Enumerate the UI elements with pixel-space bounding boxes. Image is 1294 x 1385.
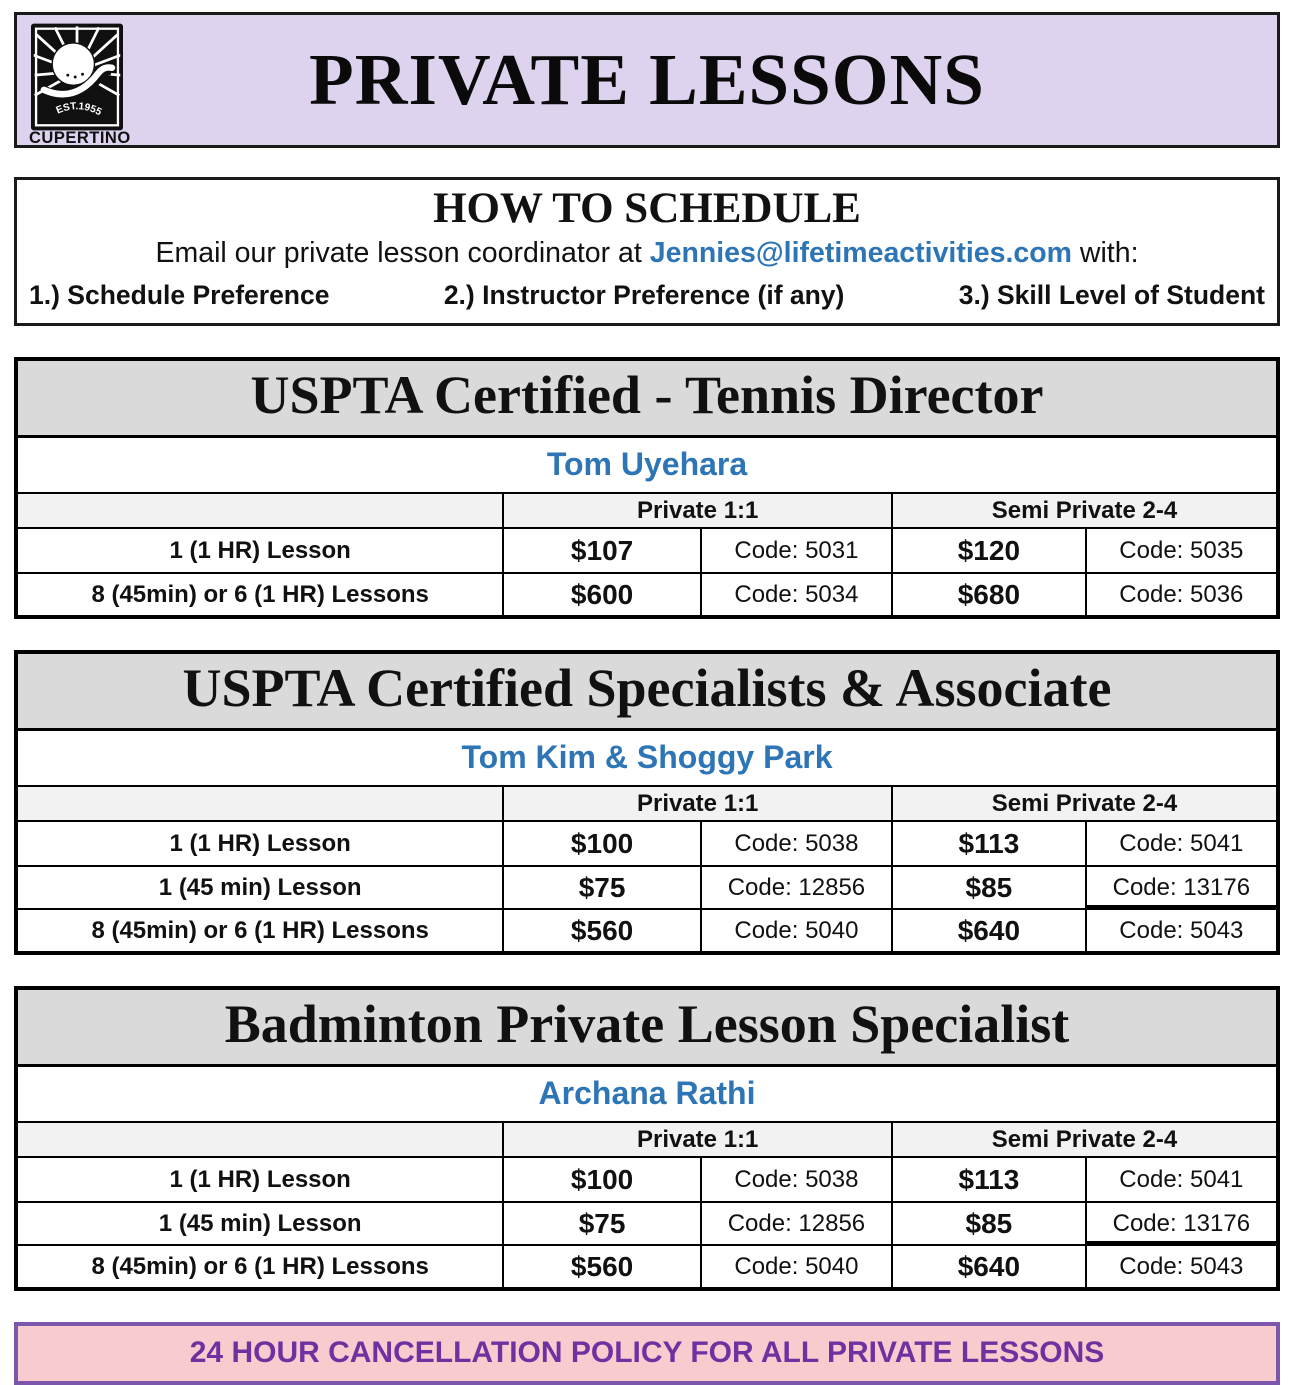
- empty-header-cell: [18, 494, 502, 529]
- price-row: [18, 572, 1276, 615]
- private-code: Code: 5034: [700, 572, 891, 615]
- private-code: Code: 5040: [700, 908, 891, 951]
- price-row: [18, 908, 1276, 951]
- price-row: [18, 822, 1276, 865]
- semi-private-column-header: Semi Private 2-4: [891, 787, 1276, 822]
- page-title: PRIVATE LESSONS: [309, 39, 985, 120]
- private-code: Code: 5031: [700, 529, 891, 572]
- lesson-label: 1 (45 min) Lesson: [18, 1201, 502, 1244]
- email-prefix-text: Email our private lesson coordinator at: [155, 237, 650, 269]
- semi-private-price: $113: [891, 1158, 1085, 1201]
- semi-private-code: Code: 5041: [1085, 822, 1276, 865]
- private-price: $560: [502, 908, 700, 951]
- private-price: $600: [502, 572, 700, 615]
- step-instructor-preference: 2.) Instructor Preference (if any): [443, 280, 845, 310]
- private-price: $100: [502, 822, 700, 865]
- lesson-label: 8 (45min) or 6 (1 HR) Lessons: [18, 572, 502, 615]
- coordinator-email-link[interactable]: Jennies@lifetimeactivities.com: [649, 237, 1072, 269]
- cancellation-policy-banner: [14, 1322, 1280, 1385]
- private-code: Code: 12856: [700, 1201, 891, 1244]
- lesson-label: 8 (45min) or 6 (1 HR) Lessons: [18, 1244, 502, 1287]
- semi-private-column-header: Semi Private 2-4: [891, 494, 1276, 529]
- cupertino-logo: [29, 23, 131, 148]
- semi-private-code: Code: 5036: [1085, 572, 1276, 615]
- semi-private-code: Code: 5043: [1085, 1244, 1276, 1287]
- section-title: USPTA Certified - Tennis Director: [18, 361, 1276, 438]
- logo-caption: CUPERTINO: [29, 129, 131, 147]
- price-row: [18, 1201, 1276, 1244]
- empty-header-cell: [18, 1123, 502, 1158]
- semi-private-price: $120: [891, 529, 1085, 572]
- section-tennis-director: [14, 357, 1280, 619]
- step-schedule-preference: 1.) Schedule Preference: [29, 280, 330, 310]
- semi-private-price: $85: [891, 865, 1085, 908]
- price-row: [18, 1244, 1276, 1287]
- private-column-header: Private 1:1: [502, 1123, 891, 1158]
- price-rows: [18, 529, 1276, 615]
- private-price: $107: [502, 529, 700, 572]
- price-rows: [18, 1158, 1276, 1287]
- lesson-label: 1 (1 HR) Lesson: [169, 829, 351, 857]
- schedule-steps: [29, 280, 1265, 311]
- semi-private-column-header: Semi Private 2-4: [891, 1123, 1276, 1158]
- semi-private-code: Code: 13176: [1085, 865, 1276, 908]
- section-specialists-associate: [14, 650, 1280, 955]
- semi-private-price: $640: [891, 1244, 1085, 1287]
- section-badminton-specialist: [14, 986, 1280, 1291]
- lesson-label: 1 (1 HR) Lesson: [169, 536, 351, 564]
- instructor-name: Archana Rathi: [18, 1067, 1276, 1123]
- price-row: [18, 529, 1276, 572]
- empty-header-cell: [18, 787, 502, 822]
- email-instruction-line: [29, 237, 1265, 270]
- column-header-row: [18, 1123, 1276, 1158]
- semi-private-code: Code: 13176: [1085, 1201, 1276, 1244]
- how-to-schedule-box: [14, 177, 1280, 326]
- private-price: $100: [502, 1158, 700, 1201]
- price-row: [18, 1158, 1276, 1201]
- semi-private-code: Code: 5041: [1085, 1158, 1276, 1201]
- lesson-label: 1 (1 HR) Lesson: [169, 1165, 351, 1193]
- private-price: $75: [502, 865, 700, 908]
- private-price: $75: [502, 1201, 700, 1244]
- column-header-row: [18, 494, 1276, 529]
- private-code: Code: 5038: [700, 822, 891, 865]
- lesson-label: 1 (45 min) Lesson: [18, 865, 502, 908]
- cancellation-policy-text: 24 HOUR CANCELLATION POLICY FOR ALL PRIVATE LESSONS: [189, 1336, 1105, 1369]
- semi-private-price: $113: [891, 822, 1085, 865]
- section-title: Badminton Private Lesson Specialist: [18, 990, 1276, 1067]
- header-banner: [14, 12, 1280, 148]
- step-skill-level: 3.) Skill Level of Student: [958, 280, 1265, 310]
- private-code: Code: 12856: [700, 865, 891, 908]
- semi-private-price: $680: [891, 572, 1085, 615]
- cupertino-city-seal-icon: [31, 23, 123, 131]
- column-header-row: [18, 787, 1276, 822]
- svg-text:EST.1955: EST.1955: [54, 101, 104, 119]
- price-row: [18, 865, 1276, 908]
- private-code: Code: 5038: [700, 1158, 891, 1201]
- semi-private-code: Code: 5035: [1085, 529, 1276, 572]
- private-column-header: Private 1:1: [502, 494, 891, 529]
- instructor-name: Tom Kim & Shoggy Park: [18, 731, 1276, 787]
- how-to-schedule-title: HOW TO SCHEDULE: [433, 185, 861, 232]
- private-code: Code: 5040: [700, 1244, 891, 1287]
- price-rows: [18, 822, 1276, 951]
- semi-private-price: $85: [891, 1201, 1085, 1244]
- section-title: USPTA Certified Specialists & Associate: [18, 654, 1276, 731]
- semi-private-price: $640: [891, 908, 1085, 951]
- lesson-label: 8 (45min) or 6 (1 HR) Lessons: [18, 908, 502, 951]
- private-column-header: Private 1:1: [502, 787, 891, 822]
- private-price: $560: [502, 1244, 700, 1287]
- semi-private-code: Code: 5043: [1085, 908, 1276, 951]
- instructor-name: Tom Uyehara: [18, 438, 1276, 494]
- email-suffix-text: with:: [1071, 237, 1139, 269]
